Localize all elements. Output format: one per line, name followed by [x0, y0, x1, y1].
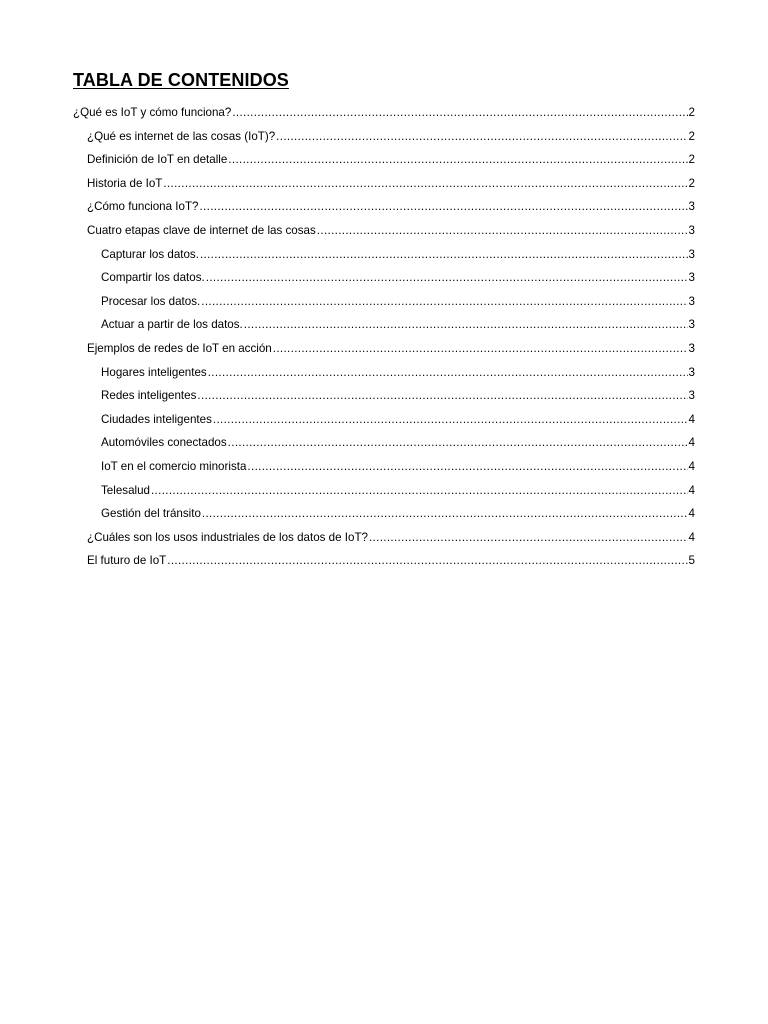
toc-entry-page: 4	[688, 530, 695, 544]
toc-title: TABLA DE CONTENIDOS	[73, 70, 289, 90]
toc-entry[interactable]	[73, 101, 695, 125]
toc-entry-page: 5	[688, 554, 695, 568]
toc-entry-page: 3	[688, 200, 695, 214]
toc-entry-text: Definición de IoT en detalle	[87, 153, 228, 167]
toc-entry[interactable]	[73, 479, 695, 503]
toc-dot-leader	[244, 313, 688, 337]
toc-entry-page: 4	[688, 507, 695, 521]
toc-entry-text: ¿Qué es internet de las cosas (IoT)?	[87, 129, 276, 143]
toc-entry[interactable]	[73, 337, 695, 361]
toc-dot-leader	[213, 408, 688, 432]
toc-entry[interactable]	[73, 502, 695, 526]
toc-dot-leader	[200, 243, 688, 267]
toc-entry[interactable]	[73, 431, 695, 455]
toc-entry[interactable]	[73, 384, 695, 408]
toc-entry-page: 3	[688, 341, 695, 355]
toc-entry-text: Telesalud	[101, 483, 150, 497]
toc-entry-page: 3	[688, 223, 695, 237]
toc-dot-leader	[369, 526, 688, 550]
toc-dot-leader	[199, 195, 687, 219]
toc-entry-page: 4	[688, 436, 695, 450]
toc-entry-text: El futuro de IoT	[87, 554, 167, 568]
toc-entry-page: 2	[688, 129, 695, 143]
toc-entry-text: Gestión del tránsito	[101, 507, 201, 521]
toc-entry[interactable]	[73, 526, 695, 550]
toc-entry-text: Ejemplos de redes de IoT en acción	[87, 341, 272, 355]
toc-entry-text: Compartir los datos.	[101, 271, 205, 285]
toc-entry-text: ¿Qué es IoT y cómo funciona?	[73, 106, 232, 119]
toc-entry[interactable]	[73, 219, 695, 243]
toc-dot-leader	[273, 337, 688, 361]
toc-list	[73, 101, 695, 573]
toc-dot-leader	[163, 172, 687, 196]
toc-entry[interactable]	[73, 290, 695, 314]
toc-entry-text: Capturar los datos.	[101, 247, 199, 261]
toc-entry-page: 2	[688, 176, 695, 190]
toc-entry-page: 3	[688, 389, 695, 403]
toc-dot-leader	[206, 266, 688, 290]
toc-entry[interactable]	[73, 148, 695, 172]
toc-entry[interactable]	[73, 361, 695, 385]
toc-entry-text: Ciudades inteligentes	[101, 412, 212, 426]
toc-entry[interactable]	[73, 243, 695, 267]
toc-entry-text: Redes inteligentes	[101, 389, 197, 403]
toc-dot-leader	[228, 148, 687, 172]
toc-entry-page: 3	[688, 271, 695, 285]
toc-entry-page: 3	[688, 247, 695, 261]
toc-entry-text: Cuatro etapas clave de internet de las cosas	[87, 223, 316, 237]
toc-entry[interactable]	[73, 313, 695, 337]
toc-entry-page: 3	[688, 294, 695, 308]
toc-entry[interactable]	[73, 172, 695, 196]
toc-dot-leader	[201, 290, 687, 314]
toc-entry-page: 4	[688, 412, 695, 426]
toc-dot-leader	[247, 455, 687, 479]
toc-dot-leader	[317, 219, 688, 243]
toc-dot-leader	[167, 549, 687, 573]
toc-entry-text: Procesar los datos.	[101, 294, 201, 308]
toc-entry-text: Hogares inteligentes	[101, 365, 207, 379]
toc-entry-text: Historia de IoT	[87, 176, 163, 190]
toc-entry[interactable]	[73, 195, 695, 219]
toc-dot-leader	[276, 125, 687, 149]
toc-entry-page: 3	[688, 318, 695, 332]
toc-dot-leader	[208, 361, 688, 385]
toc-entry-page: 2	[688, 153, 695, 167]
toc-entry[interactable]	[73, 266, 695, 290]
toc-dot-leader	[228, 431, 688, 455]
toc-entry[interactable]	[73, 455, 695, 479]
toc-entry-text: IoT en el comercio minorista	[101, 459, 247, 473]
toc-entry[interactable]	[73, 408, 695, 432]
toc-entry-page: 2	[688, 106, 695, 119]
toc-entry-text: ¿Cómo funciona IoT?	[87, 200, 199, 214]
toc-dot-leader	[202, 502, 688, 526]
toc-entry-page: 4	[688, 483, 695, 497]
toc-entry-page: 3	[688, 365, 695, 379]
toc-entry-text: Automóviles conectados	[101, 436, 227, 450]
toc-entry-text: ¿Cuáles son los usos industriales de los datos de IoT?	[87, 530, 368, 544]
toc-dot-leader	[151, 479, 688, 503]
toc-entry-page: 4	[688, 459, 695, 473]
toc-dot-leader	[232, 101, 687, 125]
toc-entry[interactable]	[73, 125, 695, 149]
toc-entry-text: Actuar a partir de los datos.	[101, 318, 243, 332]
toc-entry[interactable]	[73, 549, 695, 573]
toc-dot-leader	[197, 384, 687, 408]
